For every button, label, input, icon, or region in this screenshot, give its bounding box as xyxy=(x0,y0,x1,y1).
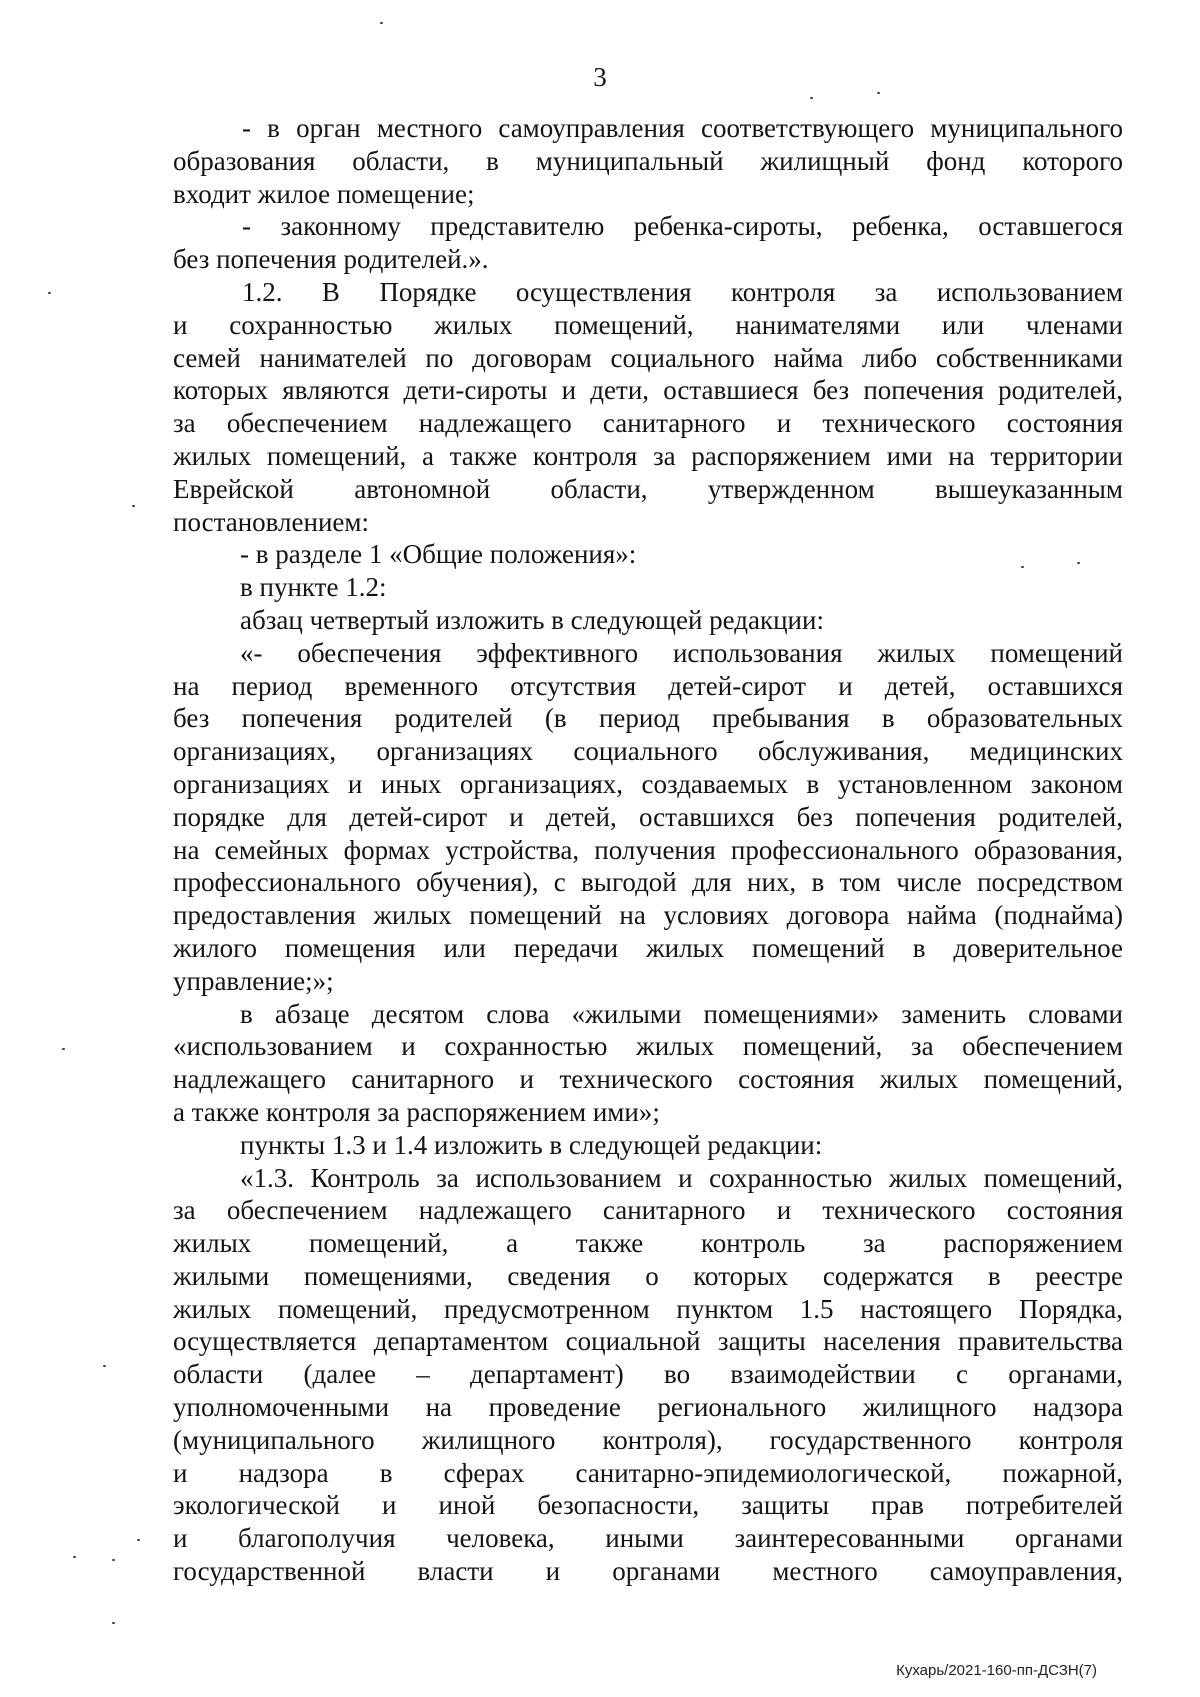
text-line: и сохранностью жилых помещений, нанимателями или членами xyxy=(173,309,1123,340)
text-line: без попечения родителей.». xyxy=(173,244,489,275)
text-line: абзац четвертый изложить в следующей редакции: xyxy=(240,604,824,635)
text-line: на период временного отсутствия детей-сирот и детей, оставшихся xyxy=(173,670,1123,701)
scan-speck xyxy=(48,292,51,294)
text-line: Еврейской автономной области, утвержденном вышеуказанным xyxy=(173,473,1123,504)
text-line: - законному представителю ребенка-сироты, ребенка, оставшегося xyxy=(242,211,1123,242)
scan-speck xyxy=(112,1622,115,1624)
text-line: «1.3. Контроль за использованием и сохранностью жилых помещений, xyxy=(240,1162,1123,1193)
scan-speck xyxy=(877,92,880,94)
text-line: жилых помещений, а также контроль за распоряжением xyxy=(173,1228,1123,1259)
text-line: которых являются дети-сироты и дети, оставшиеся без попечения родителей, xyxy=(173,375,1123,406)
text-line: жилыми помещениями, сведения о которых содержатся в реестре xyxy=(173,1260,1123,1291)
scan-speck xyxy=(132,505,135,507)
text-line: 1.2. В Порядке осуществления контроля за использованием xyxy=(242,276,1123,307)
text-line: жилого помещения или передачи жилых помещений в доверительное xyxy=(173,932,1123,963)
text-line: постановлением: xyxy=(173,506,369,537)
text-line: на семейных формах устройства, получения профессионального образования, xyxy=(173,834,1123,865)
document-footer-code: Кухарь/2021-160-пп-ДСЗН(7) xyxy=(896,1662,1097,1679)
scan-speck xyxy=(1021,566,1024,568)
text-line: без попечения родителей (в период пребывания в образовательных xyxy=(173,703,1123,734)
scan-speck xyxy=(137,1539,140,1541)
scan-speck xyxy=(73,1556,76,1558)
scan-speck xyxy=(62,1048,65,1050)
text-line: и благополучия человека, иными заинтересованными органами xyxy=(173,1523,1123,1554)
text-line: уполномоченными на проведение регионального жилищного надзора xyxy=(173,1392,1123,1423)
scan-speck xyxy=(1077,562,1080,564)
text-line: управление;»; xyxy=(173,965,334,996)
text-line: экологической и иной безопасности, защиты прав потребителей xyxy=(173,1490,1123,1521)
text-line: жилых помещений, предусмотренном пунктом 1.5 настоящего Порядка, xyxy=(173,1293,1123,1324)
text-line: государственной власти и органами местного самоуправления, xyxy=(173,1556,1123,1587)
text-line: в пункте 1.2: xyxy=(240,572,387,603)
scan-speck xyxy=(380,22,383,24)
text-line: области (далее – департамент) во взаимодействии с органами, xyxy=(173,1359,1123,1390)
scan-speck xyxy=(112,1559,115,1561)
text-line: (муниципального жилищного контроля), государственного контроля xyxy=(173,1424,1123,1455)
text-line: пункты 1.3 и 1.4 изложить в следующей редакции: xyxy=(240,1129,823,1160)
text-line: «- обеспечения эффективного использования жилых помещений xyxy=(240,637,1123,668)
text-line: в абзаце десятом слова «жилыми помещениями» заменить словами xyxy=(240,998,1123,1029)
text-line: а также контроля за распоряжением ими»; xyxy=(173,1096,660,1127)
text-line: - в орган местного самоуправления соответствующего муниципального xyxy=(242,113,1123,143)
text-line: надлежащего санитарного и технического состояния жилых помещений, xyxy=(173,1064,1123,1095)
text-line: «использованием и сохранностью жилых помещений, за обеспечением xyxy=(173,1031,1123,1062)
scan-speck xyxy=(810,97,813,99)
text-line: организациях и иных организациях, создаваемых в установленном законом xyxy=(173,768,1123,799)
text-line: профессионального обучения), с выгодой для них, в том числе посредством xyxy=(173,867,1123,898)
text-line: и надзора в сферах санитарно-эпидемиологической, пожарной, xyxy=(173,1457,1123,1488)
page-number: 3 xyxy=(593,62,607,92)
text-line: образования области, в муниципальный жилищный фонд которого xyxy=(173,145,1123,176)
text-line: входит жилое помещение; xyxy=(173,178,475,209)
text-line: за обеспечением надлежащего санитарного и технического состояния xyxy=(173,408,1123,439)
document-body xyxy=(173,112,1123,1588)
text-line: жилых помещений, а также контроля за распоряжением ими на территории xyxy=(173,440,1123,471)
text-line: осуществляется департаментом социальной защиты населения правительства xyxy=(173,1326,1123,1357)
text-line: порядке для детей-сирот и детей, оставшихся без попечения родителей, xyxy=(173,801,1123,832)
text-line: за обеспечением надлежащего санитарного и технического состояния xyxy=(173,1195,1123,1226)
text-line: семей нанимателей по договорам социального найма либо собственниками xyxy=(173,342,1123,373)
scan-speck xyxy=(103,1365,106,1367)
text-line: предоставления жилых помещений на условиях договора найма (поднайма) xyxy=(173,900,1123,931)
text-line: - в разделе 1 «Общие положения»: xyxy=(240,539,637,570)
text-line: организациях, организациях социального обслуживания, медицинских xyxy=(173,736,1123,767)
